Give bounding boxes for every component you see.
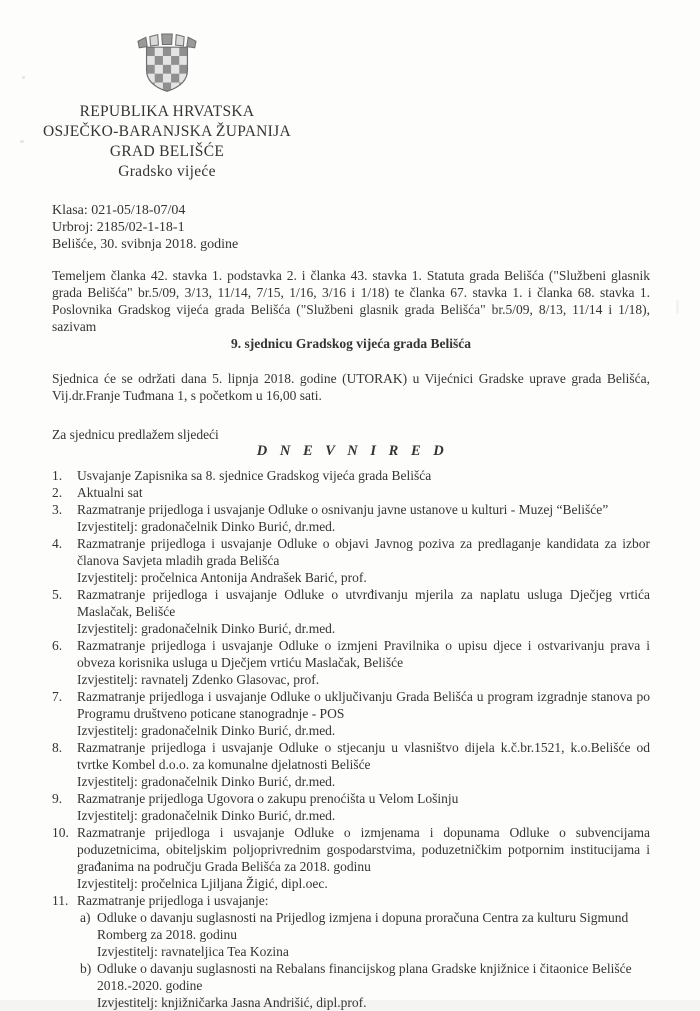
agenda-item-text: Razmatranje prijedloga i usvajanje Odluke o utvrđivanju mjerila za naplatu usluga Dječjeg vrtića Maslačak, Belišće [77, 587, 650, 619]
agenda-item-6 [52, 637, 650, 688]
agenda-item-7 [52, 688, 650, 739]
agenda-item-number: 1. [52, 468, 63, 483]
agenda-item-3 [52, 501, 650, 535]
agenda-item-text: Usvajanje Zapisnika sa 8. sjednice Gradskog vijeća grada Belišća [77, 468, 432, 483]
city-name: GRAD BELIŠĆE [109, 143, 225, 160]
scan-artifact [20, 140, 24, 143]
agenda-item-text: Razmatranje prijedloga i usvajanje: [77, 893, 269, 908]
agenda-item-number: 5. [52, 587, 63, 602]
agenda-item-number: 7. [52, 689, 63, 704]
agenda-item-number: 8. [52, 740, 63, 755]
agenda-item-reporter: Izvjestitelj: gradonačelnik Dinko Burić, dr.med. [77, 723, 336, 738]
place-date-line: Belišće, 30. svibnja 2018. godine [52, 237, 239, 252]
agenda-subitem-reporter: Izvjestitelj: ravnateljica Tea Kozina [97, 944, 289, 959]
agenda-subitem-text: Odluke o davanju suglasnosti na Prijedlog izmjena i dopuna proračuna Centra za kulturu Sigmund Romberg za 2018. godinu [97, 910, 629, 942]
agenda-item-8 [52, 739, 650, 790]
agenda-item-number: 10. [52, 825, 69, 840]
agenda-item-reporter: Izvjestitelj: pročelnica Ljiljana Žigić, dipl.oec. [77, 876, 328, 891]
agenda-item-text: Razmatranje prijedloga i usvajanje Odluke o izmjenama i dopunama Odluke o subvencijama poduzetnicima, obiteljskim poljoprivrednim gospodarstvima, poduzetničkim potpornim institucijama i građanima na području Grada Belišća za 2018. godinu [77, 825, 650, 874]
agenda-item-9 [52, 790, 650, 824]
croatian-coat-of-arms-icon [134, 32, 200, 98]
agenda-item-number: 6. [52, 638, 63, 653]
agenda-item-reporter: Izvjestitelj: gradonačelnik Dinko Burić, dr.med. [77, 519, 336, 534]
scan-artifact [22, 76, 25, 79]
agenda-item-text: Razmatranje prijedloga i usvajanje Odluke o osnivanju javne ustanove u kulturi - Muzej “Belišće” [77, 502, 609, 517]
scan-artifact [676, 300, 679, 314]
agenda-subitem-a [80, 909, 650, 960]
agenda-item-reporter: Izvjestitelj: gradonačelnik Dinko Burić, dr.med. [77, 621, 336, 636]
agenda-item-reporter: Izvjestitelj: gradonačelnik Dinko Burić, dr.med. [77, 808, 336, 823]
agenda-item-text: Razmatranje prijedloga i usvajanje Odluke o objavi Javnog poziva za predlaganje kandidata za izbor članova Savjeta mladih grada Belišća [77, 536, 650, 568]
agenda-item-1 [52, 467, 650, 484]
letterhead [0, 32, 334, 182]
agenda-item-text: Razmatranje prijedloga i usvajanje Odluke o uključivanju Grada Belišća u program izgradnje stanova po Programu društveno poticane stanogradnje - POS [77, 689, 650, 721]
agenda-item-reporter: Izvjestitelj: gradonačelnik Dinko Burić, dr.med. [77, 774, 336, 789]
agenda-item-11 [52, 892, 650, 1011]
body-name: Gradsko vijeće [118, 163, 216, 180]
agenda-item-number: 3. [52, 502, 63, 517]
agenda-item-5 [52, 586, 650, 637]
document-meta [52, 202, 650, 253]
agenda-subitem-b [80, 960, 650, 1011]
agenda-item-reporter: Izvjestitelj: ravnatelj Zdenko Glasovac, prof. [77, 672, 320, 687]
agenda-heading: D N E V N I R E D [256, 443, 446, 459]
agenda-subitem-label: a) [80, 910, 91, 925]
urbroj-line: Urbroj: 2185/02-1-18-1 [52, 220, 185, 235]
agenda-item-reporter: Izvjestitelj: pročelnica Antonija Andrašek Barić, prof. [77, 570, 367, 585]
agenda-item-4 [52, 535, 650, 586]
agenda-list [52, 467, 650, 1011]
agenda-item-text: Razmatranje prijedloga Ugovora o zakupu prenoćišta u Velom Lošinju [77, 791, 459, 806]
session-title: 9. sjednicu Gradskog vijeća grada Belišća [231, 336, 471, 351]
agenda-subitem-label: b) [80, 961, 92, 976]
legal-basis-paragraph: Temeljem članka 42. stavka 1. podstavka 2. i članka 43. stavka 1. Statuta grada Belišća ("Službeni glasnik grada Belišća" br.5/09, 3/13, 11/14, 7/15, 1/16, 3/16 i 1/18) te članka 67. stavka 1. i članka 68. stavka 1. Poslovnika Gradskog vijeća grada Belišća ("Službeni glasnik grada Belišća" br.5/09, 8/13, 11/14 i 1/18), sazivam [52, 268, 650, 334]
county-name: OSJEČKO-BARANJSKA ŽUPANIJA [43, 123, 291, 140]
agenda-subitem-reporter: Izvjestitelj: knjižničarka Jasna Andrišić, dipl.prof. [97, 995, 367, 1010]
session-info-paragraph: Sjednica će se održati dana 5. lipnja 2018. godine (UTORAK) u Vijećnici Gradske uprave grada Belišća, Vij.dr.Franje Tuđmana 1, s početkom u 16,00 sati. [52, 371, 650, 403]
agenda-item-number: 2. [52, 485, 63, 500]
agenda-item-number: 4. [52, 536, 63, 551]
agenda-lead-text: Za sjednicu predlažem sljedeći [52, 427, 219, 442]
agenda-item-number: 9. [52, 791, 63, 806]
state-name: REPUBLIKA HRVATSKA [79, 103, 255, 120]
agenda-item-text: Razmatranje prijedloga i usvajanje Odluke o izmjeni Pravilnika o upisu djece i ostvarivanju prava i obveza korisnika usluga u Dječjem vrtiću Maslačak, Belišće [77, 638, 650, 670]
agenda-subitem-text: Odluke o davanju suglasnosti na Rebalans financijskog plana Gradske knjižnice i čitaonice Belišće 2018.-2020. godine [97, 961, 632, 993]
agenda-item-text: Aktualni sat [77, 485, 143, 500]
agenda-item-2 [52, 484, 650, 501]
agenda-item-10 [52, 824, 650, 892]
klasa-line: Klasa: 021-05/18-07/04 [52, 203, 186, 218]
agenda-item-text: Razmatranje prijedloga i usvajanje Odluke o stjecanju u vlasništvo dijela k.č.br.1521, k.o.Belišće od tvrtke Kombel d.o.o. za komunalne djelatnosti Belišće [77, 740, 650, 772]
agenda-item-number: 11. [52, 893, 69, 908]
